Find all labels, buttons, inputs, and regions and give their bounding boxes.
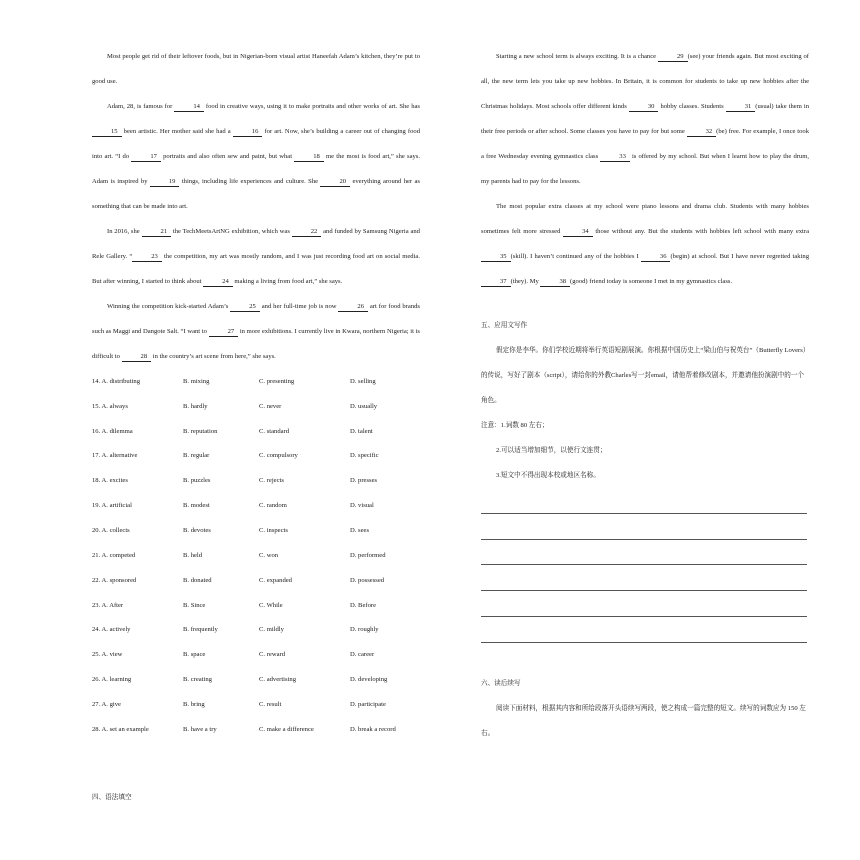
answer-lines <box>481 488 809 643</box>
section-5-note-1: 注意：1.词数 80 左右； <box>481 422 549 429</box>
option-choice[interactable]: B. held <box>183 551 203 559</box>
option-choice[interactable]: 15. A. always <box>92 402 128 410</box>
section-5 <box>481 313 809 643</box>
passage-text: (skill). I haven’t continued any of the hobbies I <box>510 253 641 260</box>
blank-24[interactable]: 24 <box>203 278 233 287</box>
passage-paragraph <box>92 294 420 369</box>
passage-text: art for food brands such as Maggi and Dangote Salt. “I want to <box>92 303 420 335</box>
passage-text: the competition, my art was mostly random, and I was just recording food art on social media. But after winning, I started to think about <box>92 253 420 285</box>
blank-36[interactable]: 36 <box>641 253 671 262</box>
passage-paragraph <box>92 94 420 219</box>
option-row <box>92 518 420 543</box>
passage-text: The most popular extra classes at my school were piano lessons and drama club. Students with many hobbies sometimes felt more stressed <box>481 203 809 235</box>
blank-38[interactable]: 38 <box>540 278 570 287</box>
option-choice[interactable]: C. never <box>259 402 282 410</box>
option-choice[interactable]: 23. A. After <box>92 601 124 609</box>
blank-17[interactable]: 17 <box>131 153 161 162</box>
passage-text: and funded by Samsung Nigeria and Rele Gallery. “ <box>92 228 420 260</box>
option-choice[interactable]: D. possessed <box>350 576 385 584</box>
right-column <box>481 44 809 746</box>
option-choice[interactable]: B. devotes <box>183 526 211 534</box>
passage-text: (see) your friends again. But most exciting of all, the new term lets you take up new hobbies. In Britain, it is common for students to take up new hobbies after the Christmas holidays. Most schools offer different kinds <box>481 53 809 110</box>
option-choice[interactable]: 22. A. sponsored <box>92 576 137 584</box>
blank-35[interactable]: 35 <box>481 253 511 262</box>
option-choice[interactable]: D. developing <box>350 676 388 684</box>
section-6-prompt: 阅读下面材料，根据其内容和所给段落开头语续写两段，使之构成一篇完整的短文。续写的词数应为 150 左右。 <box>481 704 806 737</box>
passage-paragraph <box>92 219 420 294</box>
option-choice[interactable]: 21. A. competed <box>92 551 136 559</box>
blank-16[interactable]: 16 <box>233 128 263 137</box>
option-choice[interactable]: B. have a try <box>183 725 217 733</box>
passage-paragraph <box>481 44 809 194</box>
option-choice[interactable]: 18. A. excites <box>92 477 128 485</box>
passage-text: for art. Now, she’s building a career out of changing food into art. “I do <box>92 128 420 160</box>
option-choice[interactable]: D. break a record <box>350 725 396 733</box>
option-row <box>92 419 420 444</box>
passage-text: in the country’s art scene from here,” she says. <box>151 353 276 360</box>
passage-text: (be) free. For example, I once took a free Wednesday evening gymnastics class <box>481 128 809 160</box>
option-choice[interactable]: 20. A. collects <box>92 526 130 534</box>
passage-text: (they). My <box>510 278 541 285</box>
blank-14[interactable]: 14 <box>174 103 204 112</box>
option-row <box>92 642 420 667</box>
option-choice[interactable]: C. random <box>259 502 287 510</box>
option-row <box>92 667 420 692</box>
blank-19[interactable]: 19 <box>150 178 180 187</box>
option-choice[interactable]: C. mildly <box>259 626 284 634</box>
option-choice[interactable]: D. performed <box>350 551 386 559</box>
passage-text: Most people get rid of their leftover foods, but in Nigerian-born visual artist Haneefah Adam’s kitchen, they’re put to good use. <box>92 53 420 85</box>
option-choice[interactable]: D. roughly <box>350 626 379 634</box>
passage-text: (good) friend today is someone I met in my gymnastics class. <box>570 278 733 285</box>
section-6 <box>481 671 809 746</box>
option-choice[interactable]: D. Before <box>350 601 376 609</box>
option-choice[interactable]: C. standard <box>259 427 290 435</box>
section-6-title: 六、读后续写 <box>481 679 521 687</box>
option-choice[interactable]: B. modest <box>183 502 210 510</box>
option-row <box>92 543 420 568</box>
option-choice[interactable]: C. presenting <box>259 377 295 385</box>
blank-37[interactable]: 37 <box>481 278 511 287</box>
option-choice[interactable]: D. career <box>350 651 375 659</box>
option-row <box>92 568 420 593</box>
answer-line[interactable] <box>481 488 807 514</box>
passage-text: Winning the competition kick-started Adam’s <box>107 303 231 310</box>
option-row <box>92 692 420 717</box>
option-choice[interactable]: D. talent <box>350 427 373 435</box>
cloze-passage <box>92 44 420 369</box>
option-choice[interactable]: 19. A. artificial <box>92 502 132 510</box>
option-choice[interactable]: B. mixing <box>183 377 210 385</box>
cloze-options <box>92 369 420 742</box>
option-choice[interactable]: B. reputation <box>183 427 218 435</box>
passage-text: been artistic. Her mother said she had a <box>121 128 233 135</box>
option-choice[interactable]: D. presses <box>350 477 378 485</box>
blank-30[interactable]: 30 <box>629 103 659 112</box>
passage-text: things, including life experiences and culture. She <box>179 178 321 185</box>
blank-22[interactable]: 22 <box>292 228 322 237</box>
blank-29[interactable]: 29 <box>658 53 688 62</box>
option-choice[interactable]: 24. A. actively <box>92 626 131 634</box>
blank-20[interactable]: 20 <box>320 178 350 187</box>
option-choice[interactable]: C. While <box>259 601 283 609</box>
passage-paragraph <box>481 194 809 294</box>
option-choice[interactable]: B. hardly <box>183 402 208 410</box>
option-choice[interactable]: B. puzzles <box>183 477 211 485</box>
passage-text: portraits and also often sew and paint, but what <box>160 153 295 160</box>
passage-text: making a living from food art,” she says. <box>232 278 343 285</box>
option-choice[interactable]: B. bring <box>183 700 205 708</box>
passage-text: hobby classes. Students <box>658 103 726 110</box>
passage-text: is offered by my school. But when I learnt how to play the drum, my parents had to pay for the lessons. <box>481 153 810 185</box>
passage-text: everything around her as something that can be made into art. <box>92 178 421 210</box>
option-row <box>92 394 420 419</box>
blank-27[interactable]: 27 <box>209 328 239 337</box>
blank-25[interactable]: 25 <box>230 303 260 312</box>
option-choice[interactable]: B. space <box>183 651 206 659</box>
section-5-note-3: 3.短文中不得出现本校或地区名称。 <box>496 472 600 479</box>
option-choice[interactable]: C. inspects <box>259 526 288 534</box>
passage-text: (begin) at school. But I have never regretted taking <box>670 253 809 260</box>
passage-paragraph <box>92 44 420 94</box>
option-choice[interactable]: B. Since <box>183 601 206 609</box>
option-row <box>92 717 420 742</box>
option-choice[interactable]: C. result <box>259 700 282 708</box>
answer-line[interactable] <box>481 514 807 540</box>
blank-33[interactable]: 33 <box>600 153 630 162</box>
option-row <box>92 468 420 493</box>
option-row <box>92 493 420 518</box>
passage-text: and her full-time job is now <box>259 303 339 310</box>
blank-26[interactable]: 26 <box>338 303 368 312</box>
option-choice[interactable]: D. sees <box>350 526 370 534</box>
passage-text: the TechMeetsArtNG exhibition, which was <box>171 228 292 235</box>
passage-text: those without any. But the students with hobbies left school with many extra <box>592 228 810 235</box>
blank-32[interactable]: 32 <box>687 128 717 137</box>
option-choice[interactable]: C. rejects <box>259 477 284 485</box>
passage-text: me the most is food art,” she says. Adam is inspired by <box>92 153 421 185</box>
option-choice[interactable]: 27. A. give <box>92 700 121 708</box>
option-choice[interactable]: D. participate <box>350 700 386 708</box>
option-choice[interactable]: 28. A. set an example <box>92 725 149 733</box>
blank-15[interactable]: 15 <box>92 128 122 137</box>
option-choice[interactable]: C. make a difference <box>259 725 314 733</box>
section-5-prompt: 假定你是李华。你们学校近期将举行英语短剧展演。你根据中国历史上“梁山伯与祝英台”（Butterfly Lovers）的传说，写好了剧本（script），请给你的外教Charles写一封email，请他帮着修改剧本，并邀请他扮演剧中的一个角色。 <box>481 347 807 404</box>
passage-text: food in creative ways, using it to make portraits and other works of art. She has <box>203 103 420 110</box>
answer-line[interactable] <box>481 540 807 566</box>
option-choice[interactable]: C. compulsory <box>259 452 298 460</box>
option-choice[interactable]: D. visual <box>350 502 374 510</box>
answer-line[interactable] <box>481 565 807 591</box>
section-5-note-2: 2.可以适当增加细节，以使行文连贯； <box>496 447 607 454</box>
option-choice[interactable]: B. frequently <box>183 626 218 634</box>
option-choice[interactable]: 25. A. view <box>92 651 123 659</box>
option-row <box>92 444 420 469</box>
passage-text: (usual) take them in their free periods or after school. Some classes you have to pay for but some <box>481 103 809 135</box>
option-choice[interactable]: D. specific <box>350 452 379 460</box>
blank-18[interactable]: 18 <box>294 153 324 162</box>
option-row <box>92 369 420 394</box>
section-4-heading: 四、语法填空 <box>92 794 132 801</box>
option-choice[interactable]: C. reward <box>259 651 285 659</box>
passage-text: Starting a new school term is always exciting. It is a chance <box>496 53 658 60</box>
blank-23[interactable]: 23 <box>132 253 162 262</box>
option-choice[interactable]: 14. A. distributing <box>92 377 140 385</box>
option-choice[interactable]: C. won <box>259 551 279 559</box>
option-choice[interactable]: D. usually <box>350 402 378 410</box>
grammar-passage <box>481 44 809 294</box>
option-choice[interactable]: 17. A. alternative <box>92 452 138 460</box>
option-choice[interactable]: D. selling <box>350 377 376 385</box>
blank-34[interactable]: 34 <box>563 228 593 237</box>
option-choice[interactable]: B. creating <box>183 676 212 684</box>
option-choice[interactable]: 26. A. learning <box>92 676 132 684</box>
option-choice[interactable]: B. regular <box>183 452 210 460</box>
option-choice[interactable]: C. expanded <box>259 576 292 584</box>
option-row <box>92 617 420 642</box>
passage-text: in more exhibitions. I currently live in Kwara, northern Nigeria; it is difficult to <box>92 328 420 360</box>
blank-28[interactable]: 28 <box>122 353 152 362</box>
option-row <box>92 593 420 618</box>
blank-21[interactable]: 21 <box>142 228 172 237</box>
option-choice[interactable]: B. donated <box>183 576 212 584</box>
section-5-title: 五、应用文写作 <box>481 322 528 329</box>
blank-31[interactable]: 31 <box>726 103 756 112</box>
left-column <box>92 44 420 742</box>
answer-line[interactable] <box>481 591 807 617</box>
option-choice[interactable]: C. advertising <box>259 676 296 684</box>
answer-line[interactable] <box>481 617 807 643</box>
passage-text: Adam, 28, is famous for <box>107 103 175 110</box>
option-choice[interactable]: 16. A. dilemma <box>92 427 133 435</box>
passage-text: In 2016, she <box>107 228 142 235</box>
